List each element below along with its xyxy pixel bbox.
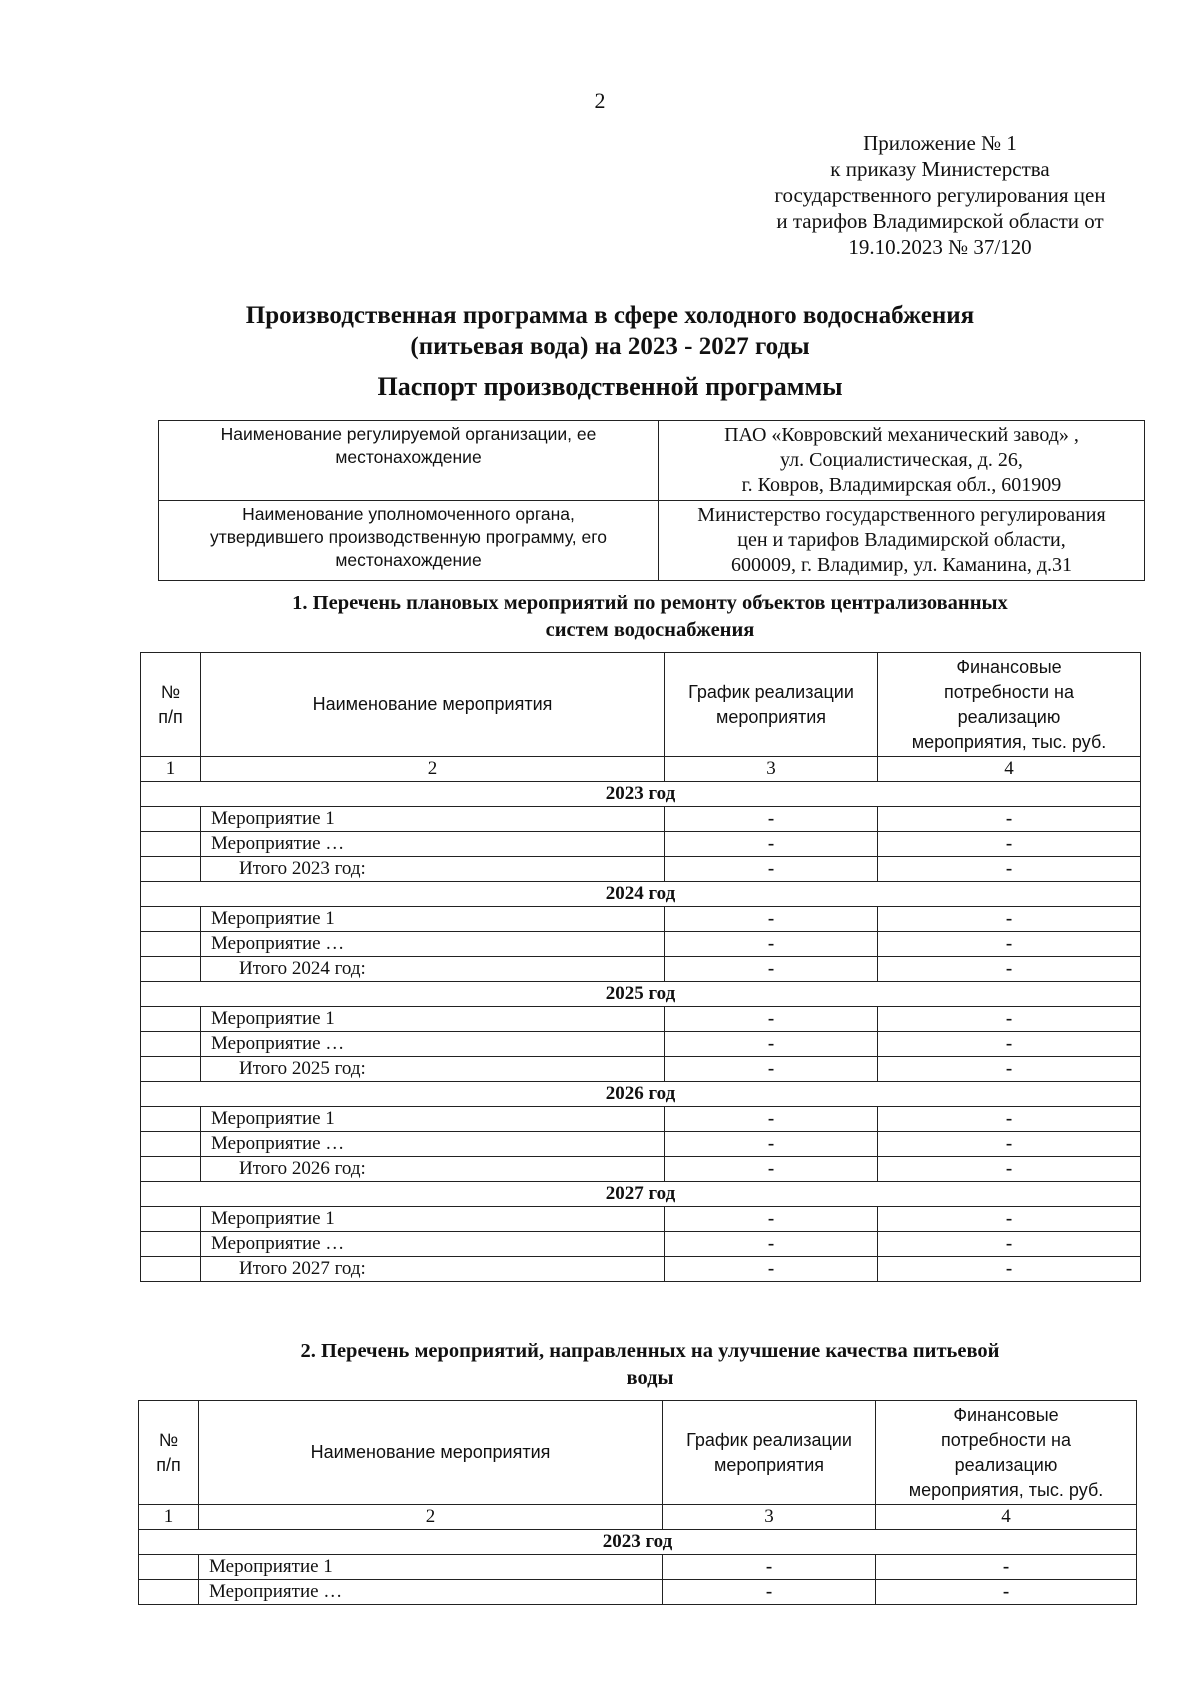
column-numbers-row <box>139 1505 1137 1530</box>
column-number: 2 <box>199 1505 663 1530</box>
header-line: потребности на <box>944 681 1074 702</box>
event-name: Мероприятие 1 <box>201 1107 665 1132</box>
row-number <box>141 832 201 857</box>
year-label: 2024 год <box>141 882 1141 907</box>
row-number <box>141 907 201 932</box>
schedule-value: - <box>665 907 878 932</box>
schedule-value: - <box>665 1107 878 1132</box>
schedule-value: - <box>665 932 878 957</box>
year-total-label: Итого 2023 год: <box>201 857 665 882</box>
value-line: ул. Социалистическая, д. 26, <box>780 449 1023 471</box>
event-name: Мероприятие … <box>201 832 665 857</box>
event-name: Мероприятие … <box>199 1580 663 1605</box>
finance-value: - <box>878 832 1141 857</box>
finance-value: - <box>876 1580 1137 1605</box>
schedule-value: - <box>663 1555 876 1580</box>
column-header-number <box>139 1401 199 1505</box>
header-line: реализацию <box>957 706 1061 727</box>
schedule-value: - <box>663 1580 876 1605</box>
label-line: Наименование уполномоченного органа, <box>242 504 575 524</box>
value-line: Министерство государственного регулирования <box>697 504 1106 526</box>
finance-value: - <box>878 932 1141 957</box>
row-number <box>141 1257 201 1282</box>
table-row <box>141 1157 1141 1182</box>
label-line: местонахождение <box>335 550 482 570</box>
row-number <box>141 1207 201 1232</box>
schedule-value: - <box>665 1032 878 1057</box>
label-line: утвердившего производственную программу, его <box>210 527 607 547</box>
event-name: Мероприятие 1 <box>201 1007 665 1032</box>
schedule-value: - <box>665 1207 878 1232</box>
schedule-value: - <box>665 1132 878 1157</box>
year-row <box>141 982 1141 1007</box>
schedule-value: - <box>665 832 878 857</box>
column-header-finance <box>876 1401 1137 1505</box>
repair-plan-table <box>140 652 1141 1282</box>
row-number <box>141 1032 201 1057</box>
finance-value: - <box>878 1257 1141 1282</box>
row-number <box>139 1555 199 1580</box>
schedule-value: - <box>665 957 878 982</box>
year-total-label: Итого 2026 год: <box>201 1157 665 1182</box>
passport-value <box>659 501 1145 581</box>
row-number <box>141 1107 201 1132</box>
column-header-schedule <box>665 653 878 757</box>
table-row <box>139 1555 1137 1580</box>
table-header-row <box>139 1401 1137 1505</box>
section-title-line: 1. Перечень плановых мероприятий по ремонту объектов централизованных <box>292 592 1008 614</box>
year-row <box>141 1182 1141 1207</box>
header-line: № <box>158 1429 179 1450</box>
header-line: № <box>160 681 181 702</box>
column-header-name <box>201 653 665 757</box>
passport-label <box>159 421 659 501</box>
appendix-line: и тарифов Владимирской области от <box>776 209 1104 233</box>
header-line: мероприятия, тыс. руб. <box>911 731 1107 752</box>
header-line: реализацию <box>954 1454 1058 1475</box>
section-title-line: 2. Перечень мероприятий, направленных на улучшение качества питьевой <box>300 1340 1000 1362</box>
appendix-line: 19.10.2023 № 37/120 <box>848 235 1032 259</box>
year-total-label: Итого 2025 год: <box>201 1057 665 1082</box>
row-number <box>141 957 201 982</box>
column-header-name <box>199 1401 663 1505</box>
header-line: Наименование мероприятия <box>310 1442 551 1462</box>
section-title-line: систем водоснабжения <box>545 619 755 641</box>
finance-value: - <box>878 957 1141 982</box>
column-number: 1 <box>139 1505 199 1530</box>
water-quality-table <box>138 1400 1137 1605</box>
event-name: Мероприятие … <box>201 1132 665 1157</box>
appendix-line: к приказу Министерства <box>830 157 1050 181</box>
event-name: Мероприятие … <box>201 932 665 957</box>
section-2-title <box>150 1338 1150 1392</box>
finance-value: - <box>878 907 1141 932</box>
finance-value: - <box>878 1007 1141 1032</box>
table-row <box>141 932 1141 957</box>
value-line: 600009, г. Владимир, ул. Каманина, д.31 <box>731 554 1072 576</box>
year-row <box>141 1082 1141 1107</box>
document-title <box>150 300 1070 362</box>
finance-value: - <box>878 1032 1141 1057</box>
header-line: потребности на <box>941 1429 1071 1450</box>
event-name: Мероприятие … <box>201 1032 665 1057</box>
event-name: Мероприятие 1 <box>201 907 665 932</box>
row-number <box>141 1232 201 1257</box>
header-line: мероприятия <box>713 1454 824 1475</box>
table-row <box>141 957 1141 982</box>
year-row <box>141 882 1141 907</box>
finance-value: - <box>878 1207 1141 1232</box>
header-line: мероприятия <box>715 706 826 727</box>
finance-value: - <box>878 807 1141 832</box>
header-line: Финансовые <box>956 656 1062 677</box>
year-row <box>141 782 1141 807</box>
table-row <box>139 1580 1137 1605</box>
table-row <box>141 1057 1141 1082</box>
table-row <box>141 1257 1141 1282</box>
header-line: График реализации <box>688 681 854 702</box>
finance-value: - <box>878 1057 1141 1082</box>
year-total-label: Итого 2027 год: <box>201 1257 665 1282</box>
passport-row <box>159 421 1145 501</box>
row-number <box>141 1057 201 1082</box>
finance-value: - <box>878 1157 1141 1182</box>
row-number <box>141 1132 201 1157</box>
year-label: 2026 год <box>141 1082 1141 1107</box>
appendix-line: Приложение № 1 <box>863 131 1017 155</box>
column-number: 1 <box>141 757 201 782</box>
label-line: Наименование регулируемой организации, ее <box>220 424 597 444</box>
title-line: (питьевая вода) на 2023 - 2027 годы <box>410 333 810 360</box>
column-header-finance <box>878 653 1141 757</box>
row-number <box>141 807 201 832</box>
table-row <box>141 1007 1141 1032</box>
passport-row <box>159 501 1145 581</box>
title-line: Производственная программа в сфере холодного водоснабжения <box>245 302 975 329</box>
schedule-value: - <box>665 1057 878 1082</box>
row-number <box>141 932 201 957</box>
schedule-value: - <box>665 1257 878 1282</box>
section-1-title <box>150 590 1150 644</box>
table-row <box>141 907 1141 932</box>
column-header-number <box>141 653 201 757</box>
year-total-label: Итого 2024 год: <box>201 957 665 982</box>
row-number <box>141 1007 201 1032</box>
table-header-row <box>141 653 1141 757</box>
finance-value: - <box>878 1107 1141 1132</box>
section-title-line: воды <box>626 1367 674 1389</box>
header-line: п/п <box>156 1454 181 1475</box>
column-header-schedule <box>663 1401 876 1505</box>
schedule-value: - <box>665 807 878 832</box>
finance-value: - <box>878 1132 1141 1157</box>
column-number: 4 <box>878 757 1141 782</box>
year-label: 2027 год <box>141 1182 1141 1207</box>
table-row <box>141 832 1141 857</box>
label-line: местонахождение <box>335 447 482 467</box>
header-line: График реализации <box>686 1429 852 1450</box>
passport-label <box>159 501 659 581</box>
appendix-line: государственного регулирования цен <box>774 183 1106 207</box>
row-number <box>139 1580 199 1605</box>
column-number: 4 <box>876 1505 1137 1530</box>
column-number: 2 <box>201 757 665 782</box>
finance-value: - <box>878 857 1141 882</box>
header-line: Финансовые <box>953 1404 1059 1425</box>
page-number: 2 <box>594 88 606 113</box>
schedule-value: - <box>665 1007 878 1032</box>
appendix-header <box>740 130 1140 260</box>
table-row <box>141 857 1141 882</box>
table-row <box>141 807 1141 832</box>
passport-heading: Паспорт производственной программы <box>377 372 843 401</box>
value-line: г. Ковров, Владимирская обл., 601909 <box>741 474 1062 496</box>
event-name: Мероприятие 1 <box>199 1555 663 1580</box>
year-label: 2023 год <box>141 782 1141 807</box>
year-label: 2025 год <box>141 982 1141 1007</box>
schedule-value: - <box>665 1157 878 1182</box>
row-number <box>141 1157 201 1182</box>
header-line: Наименование мероприятия <box>312 694 553 714</box>
value-line: цен и тарифов Владимирской области, <box>737 529 1066 551</box>
passport-value <box>659 421 1145 501</box>
column-number: 3 <box>663 1505 876 1530</box>
schedule-value: - <box>665 857 878 882</box>
table-row <box>141 1207 1141 1232</box>
header-line: мероприятия, тыс. руб. <box>908 1479 1104 1500</box>
schedule-value: - <box>665 1232 878 1257</box>
event-name: Мероприятие 1 <box>201 1207 665 1232</box>
table-row <box>141 1107 1141 1132</box>
table-row <box>141 1032 1141 1057</box>
column-number: 3 <box>665 757 878 782</box>
table-row <box>141 1132 1141 1157</box>
year-label: 2023 год <box>139 1530 1137 1555</box>
event-name: Мероприятие 1 <box>201 807 665 832</box>
finance-value: - <box>878 1232 1141 1257</box>
row-number <box>141 857 201 882</box>
finance-value: - <box>876 1555 1137 1580</box>
header-line: п/п <box>158 706 183 727</box>
event-name: Мероприятие … <box>201 1232 665 1257</box>
column-numbers-row <box>141 757 1141 782</box>
passport-table <box>158 420 1145 581</box>
table-row <box>141 1232 1141 1257</box>
value-line: ПАО «Ковровский механический завод» , <box>724 424 1079 446</box>
year-row <box>139 1530 1137 1555</box>
